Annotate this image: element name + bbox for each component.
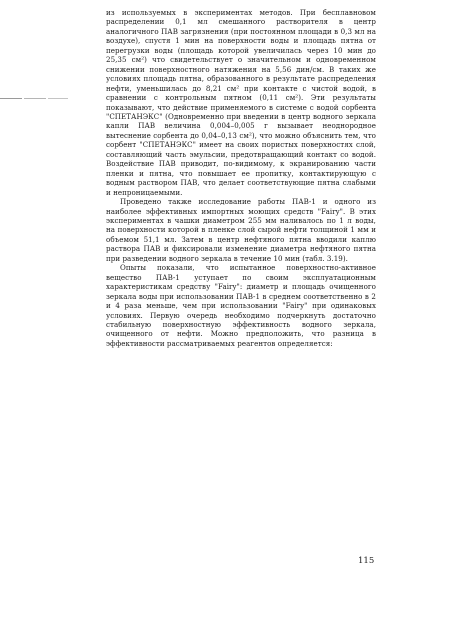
paragraph: Проведено также исследование работы ПАВ-1 и одного из наиболее эффективных импортных моющих средств "Fairy". В этих экспериментах в чашки диаметром 255 мм наливалось по 1 л воды, на поверхности которой в пленке слой сырой нефти толщиной 1 мм и объемом 51,1 мл. Затем в центр нефтяного пятна вводили каплю раствора ПАВ и фиксировали изменение диаметра нефтяного пятна при разведении водного зеркала в течение 10 мин (табл. 3.19). xyxy=(106,197,376,263)
margin-mark xyxy=(24,98,46,99)
margin-mark xyxy=(48,98,68,99)
body-text xyxy=(106,8,376,348)
paragraph: из используемых в экспериментах методов. При бесплавновом распределении 0,1 мл смешанного растворителя в центр аналогичного ПАВ загрязнения (при постоянном площади в 0,3 мл на воздухе), спустя 1 мин на поверхности воды и площадь пятна от перегрузки воды (площадь которой увеличилась через 10 мин до 25,35 см²) что свидетельствует о значительном и одновременном снижении поверхностного натяжения на 5,56 дин/см. В таких же условиях площадь пятна, образованного в результате распределения нефти, уменьшилась до 8,21 см² при контакте с чистой водой, в сравнении с контрольным пятном (0,11 см²). Эти результаты показывают, что действие применяемого в системе с водой сорбента "СПЕТАНЭКС" (Одновременно при введении в центр водного зеркала капли ПАВ величина 0,004–0,005 г вызывает неоднородное вытеснение сорбента до 0,04–0,13 см²), что можно объяснить тем, что сорбент "СПЕТАНЭКС" имеет на своих пористых поверхностях слой, составляющий часть эмульсии, предотвращающий контакт со водой. Воздействие ПАВ приводит, по-видимому, к экранированию части пленки и пятна, что повышает ее пропитку, контактирующую с водным раствором ПАВ, что делает соответствующие пятна слабыми и непроницаемыми. xyxy=(106,8,376,197)
margin-mark xyxy=(0,98,22,99)
paragraph: Опыты показали, что испытанное поверхностно-активное вещество ПАВ-1 уступает по своим эксплуатационным характеристикам средству "Fairy": диаметр и площадь очищенного зеркала воды при использовании ПАВ-1 в среднем соответственно в 2 и 4 раза меньше, чем при использовании "Fairy" при одинаковых условиях. Первую очередь необходимо подчеркнуть достаточно стабильную поверхностную эффективность водного зеркала, очищенного от нефти. Можно предположить, что разница в эффективности рассматриваемых реагентов определяется: xyxy=(106,263,376,348)
page-number: 115 xyxy=(358,556,375,566)
